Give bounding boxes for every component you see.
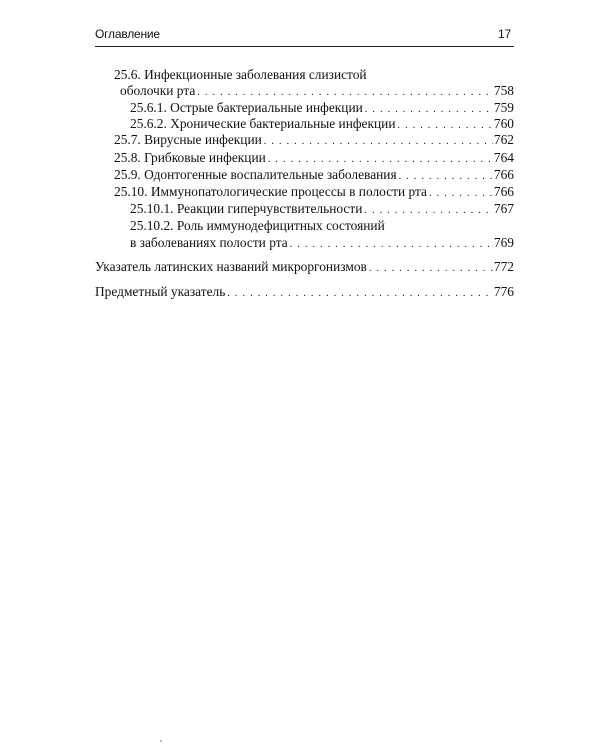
toc-entry-label: 25.6. Инфекционные заболевания слизистой: [114, 67, 367, 82]
toc-entry-25-6[interactable]: [114, 66, 367, 83]
toc-entry-page: 758: [493, 83, 514, 98]
toc-entry-page: 760: [493, 116, 514, 131]
header-rule: [95, 46, 514, 47]
toc-entry-label: в заболеваниях полости рта: [130, 235, 288, 250]
toc-entry-page: 776: [493, 284, 514, 299]
leader-dots: [369, 260, 493, 277]
toc-entry-page: 766: [493, 184, 514, 199]
toc-entry-25-7[interactable]: [114, 131, 514, 150]
toc-entry-label: 25.8. Грибковые инфекции: [114, 150, 266, 165]
toc-entry-25-10-2[interactable]: [130, 217, 385, 234]
toc-entry-label: Предметный указатель: [95, 284, 226, 299]
leader-dots: [290, 236, 493, 253]
running-head-section: Оглавление: [95, 27, 160, 41]
toc-entry-label: 25.10.1. Реакции гиперчувствительности: [130, 201, 363, 216]
running-head: [95, 27, 515, 45]
toc-entry-label: 25.7. Вирусные инфекции: [114, 132, 262, 147]
toc-entry-latin-index[interactable]: [95, 258, 514, 277]
toc-entry-page: 764: [493, 150, 514, 165]
toc-entry-25-10-2-cont[interactable]: [130, 234, 514, 253]
toc-entry-page: 772: [493, 259, 514, 274]
leader-dots: [264, 133, 493, 150]
toc-entry-label: 25.10. Иммунопатологические процессы в полости рта: [114, 184, 427, 199]
toc-entry-page: 766: [493, 167, 514, 182]
toc-entry-subject-index[interactable]: [95, 283, 514, 302]
toc-entry-page: 769: [493, 235, 514, 250]
toc-entry-label: оболочки рта: [120, 83, 196, 98]
scan-speck: [160, 740, 162, 742]
toc-entry-page: 759: [493, 100, 514, 115]
toc-entry-label: 25.9. Одонтогенные воспалительные заболевания: [114, 167, 397, 182]
toc-entry-label: 25.6.1. Острые бактериальные инфекции: [130, 100, 363, 115]
running-head-page-number: 17: [498, 27, 511, 41]
toc-entry-label: Указатель латинских названий микроргонизмов: [95, 259, 367, 274]
toc-entry-page: 762: [493, 132, 514, 147]
toc-entry-label: 25.6.2. Хронические бактериальные инфекции: [130, 116, 396, 131]
leader-dots: [227, 285, 493, 302]
toc-entry-label: 25.10.2. Роль иммунодефицитных состояний: [130, 218, 385, 233]
toc-entry-page: 767: [493, 201, 514, 216]
